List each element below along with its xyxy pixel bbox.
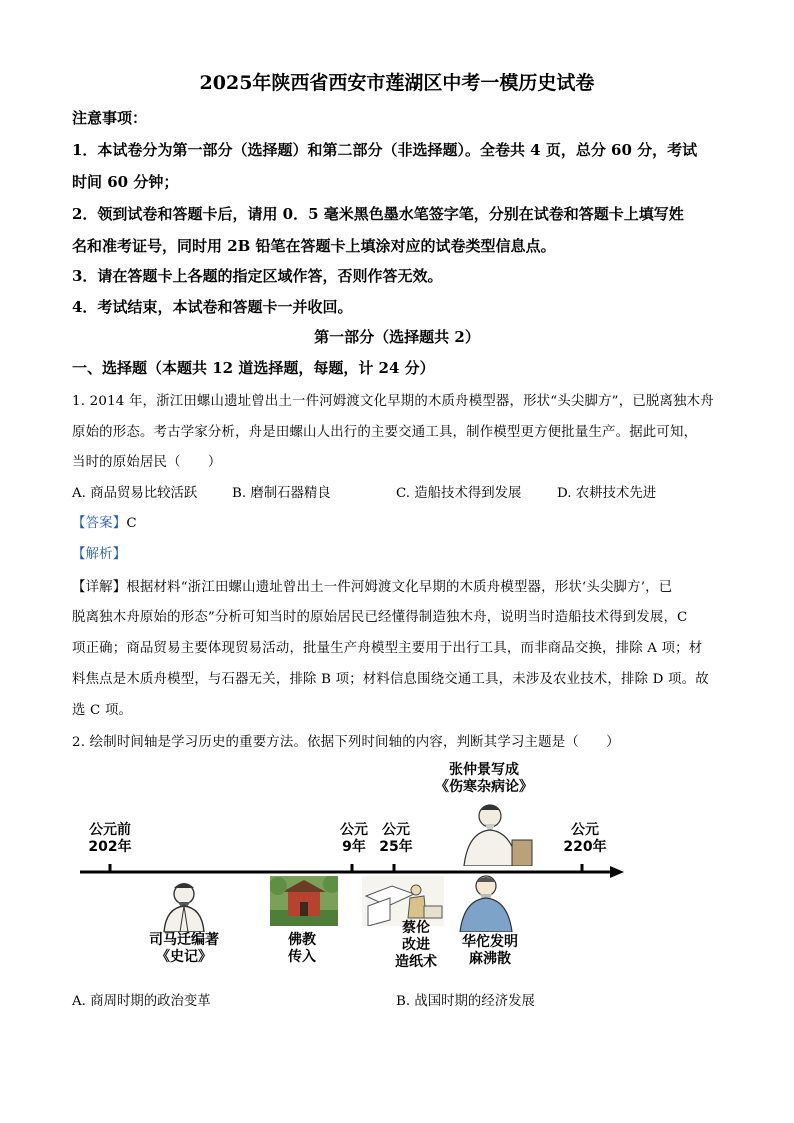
q1-option-c: C. 造船技术得到发展 (396, 486, 522, 501)
event-buddhism: 佛教 传入 (288, 932, 316, 965)
notice-heading: 注意事项： (72, 109, 148, 127)
event-hua-tuo: 华佗发明 麻沸散 (462, 934, 518, 967)
notice-item-2b: 名和准考证号，同时用 2B 铅笔在答题卡上填涂对应的试卷类型信息点。 (72, 237, 556, 255)
tick-202bc: 公元前 202年 (88, 822, 132, 855)
event-zhang-zhongjing: 张仲景写成 《伤寒杂病论》 (435, 762, 533, 795)
timeline-figure (72, 760, 632, 980)
zhang-zhongjing-portrait (458, 800, 534, 866)
hua-tuo-portrait (450, 872, 520, 932)
notice-item-2a: 2．领到试卷和答题卡后，请用 0．5 毫米黑色墨水笔签字笔，分别在试卷和答题卡上填写姓 (72, 205, 684, 223)
answer-tag: 【答案】 (72, 516, 127, 531)
event-cai-lun: 蔡伦 改进 造纸术 (395, 920, 437, 970)
detail-tag: 【详解】 (72, 580, 127, 595)
answer-value: C (126, 516, 137, 531)
q1-option-b: B. 磨制石器精良 (232, 486, 331, 501)
notice-item-4: 4．考试结束，本试卷和答题卡一并收回。 (72, 298, 353, 316)
q1-answer (72, 514, 724, 534)
tick-220ad: 公元 220年 (563, 822, 607, 855)
q1-analysis (72, 545, 724, 565)
q1-stem-line1: 1. 2014 年，浙江田螺山遗址曾出土一件河姆渡文化早期的木质舟模型器，形状“头尖脚方”，已脱离独木舟 (72, 394, 714, 409)
q1-stem-line2: 原始的形态。考古学家分析，舟是田螺山人出行的主要交通工具，制作模型更方便批量生产。据此可知， (72, 425, 698, 440)
papermaking-illustration (362, 876, 444, 926)
q1-detail-line2: 脱离独木舟原始的形态”分析可知当时的原始居民已经懂得制造独木舟，说明当时造船技术得到发展，C (72, 610, 688, 625)
q1-option-d: D. 农耕技术先进 (557, 486, 657, 501)
tick-9ad: 公元 9年 (340, 822, 368, 855)
event-sima-qian: 司马迁编著 《史记》 (149, 932, 219, 965)
sima-qian-portrait (156, 878, 212, 932)
q2-option-b: B. 战国时期的经济发展 (396, 994, 535, 1009)
q1-option-a: A. 商品贸易比较活跃 (72, 486, 198, 501)
q1-detail-line1 (72, 578, 724, 598)
part1-heading: 第一部分（选择题共 2） (314, 328, 480, 346)
q1-detail-line4: 料焦点是木质舟模型，与石器无关，排除 B 项；材料信息围绕交通工具，未涉及农业技术，排除 D 项。故 (72, 672, 709, 687)
q1-detail-line5: 选 C 项。 (72, 703, 133, 718)
buddhism-temple-photo (270, 876, 338, 926)
notice-item-3: 3．请在答题卡上各题的指定区域作答，否则作答无效。 (72, 267, 443, 285)
analysis-tag: 【解析】 (72, 547, 127, 562)
notice-item-1a: 1．本试卷分为第一部分（选择题）和第二部分（非选择题）。全卷共 4 页，总分 60 分，考试 (72, 141, 698, 159)
section1-heading: 一、选择题（本题共 12 道选择题，每题，计 24 分） (72, 359, 435, 377)
notice-item-1b: 时间 60 分钟； (72, 173, 179, 191)
tick-25ad: 公元 25年 (379, 822, 413, 855)
q2-option-a: A. 商周时期的政治变革 (72, 994, 211, 1009)
q1-stem-line3: 当时的原始居民（ ） (72, 455, 222, 470)
page-title: 2025年陕西省西安市莲湖区中考一模历史试卷 (199, 72, 595, 94)
q2-stem: 2. 绘制时间轴是学习历史的重要方法。依据下列时间轴的内容，判断其学习主题是（ ） (72, 735, 620, 750)
q1-detail-line3: 项正确；商品贸易主要体现贸易活动，批量生产舟模型主要用于出行工具，而非商品交换，排除 A 项；材 (72, 641, 703, 656)
detail-text-1: 根据材料“浙江田螺山遗址曾出土一件河姆渡文化早期的木质舟模型器，形状‘头尖脚方’，已 (126, 580, 673, 595)
